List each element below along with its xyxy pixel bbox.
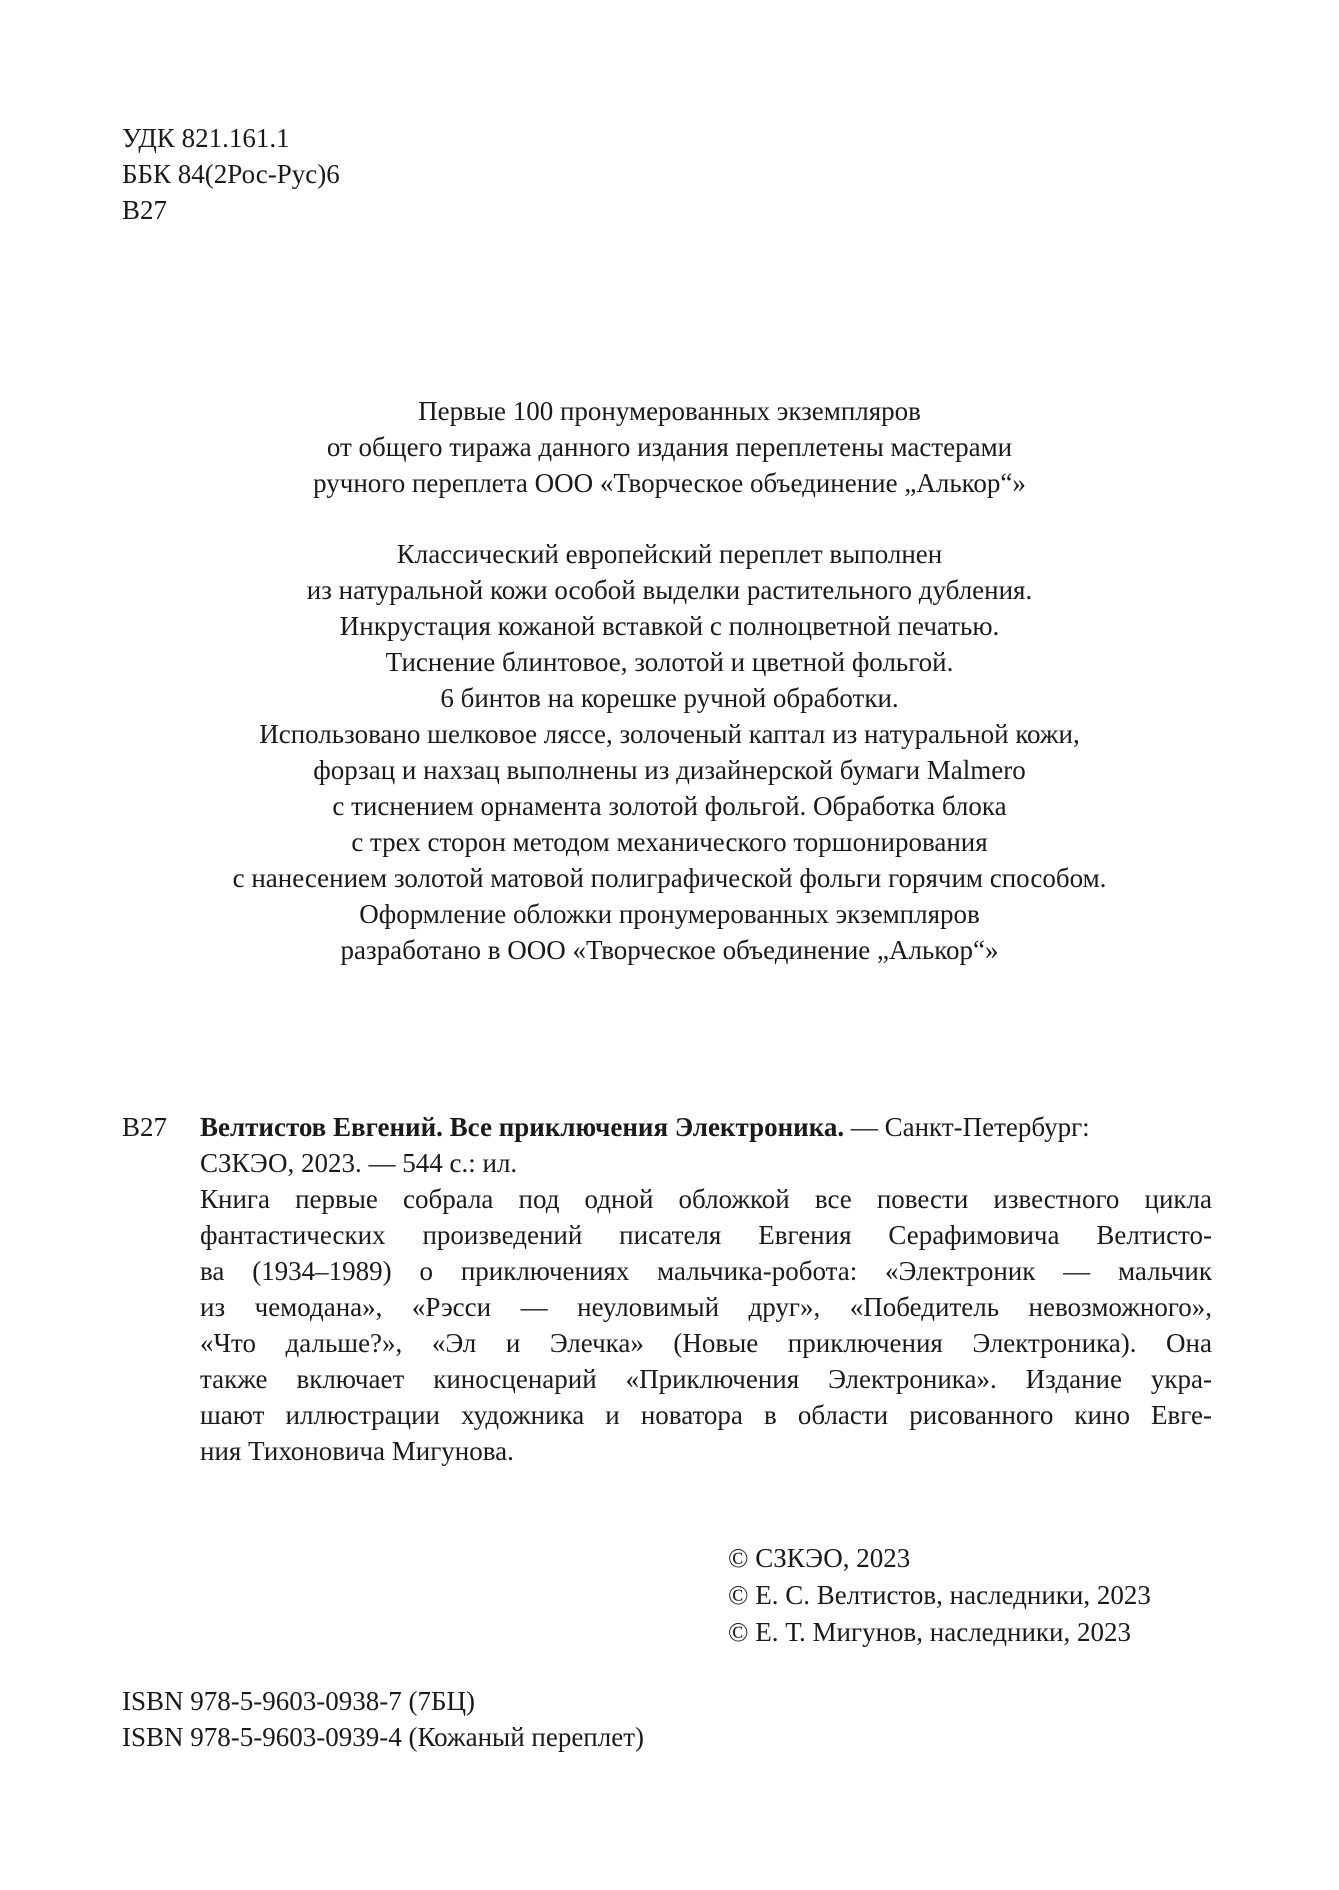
binding-line: с тиснением орнамента золотой фольгой. Обработка блока — [332, 791, 1007, 821]
copyright-line: © Е. Т. Мигунов, наследники, 2023 — [728, 1617, 1131, 1647]
isbn-line: ISBN 978-5-9603-0938-7 (7БЦ) — [122, 1686, 475, 1716]
numbered-copies-notice — [130, 393, 1209, 501]
biblio-body — [122, 1145, 1212, 1469]
notice-line: ручного переплета ООО «Творческое объединение „Алькор“» — [313, 468, 1026, 498]
annotation-line: Книга первые собрала под одной обложкой все повести известного цикла — [200, 1184, 1212, 1214]
copyright-notices — [728, 1540, 1151, 1651]
binding-line: Использовано шелковое ляссе, золоченый каптал из натуральной кожи, — [259, 719, 1080, 749]
biblio-heading-line — [122, 1109, 1212, 1145]
biblio-imprint: — Санкт-Петербург: — [844, 1112, 1090, 1142]
isbn-list — [122, 1683, 644, 1755]
biblio-imprint-line: СЗКЭО, 2023. — 544 с.: ил. — [200, 1148, 518, 1178]
binding-line: форзац и нахзац выполнены из дизайнерской бумаги Malmero — [313, 755, 1026, 785]
binding-line: Классический европейский переплет выполнен — [396, 539, 943, 569]
binding-line: из натуральной кожи особой выделки растительного дубления. — [306, 575, 1033, 605]
annotation-line: шают иллюстрации художника и новатора в области рисованного кино Евге- — [200, 1400, 1212, 1430]
copyright-line: © СЗКЭО, 2023 — [728, 1543, 911, 1573]
annotation-line: фантастических произведений писателя Евгения Серафимовича Велтисто- — [200, 1220, 1212, 1250]
notice-line: Первые 100 пронумерованных экземпляров — [418, 396, 921, 426]
annotation-line: ния Тихоновича Мигунова. — [200, 1436, 514, 1466]
isbn-line: ISBN 978-5-9603-0939-4 (Кожаный переплет) — [122, 1722, 645, 1752]
biblio-code: В27 — [122, 1112, 168, 1142]
udk-code: УДК 821.161.1 — [122, 123, 290, 153]
notice-line: от общего тиража данного издания переплетены мастерами — [326, 432, 1013, 462]
binding-line: с нанесением золотой матовой полиграфической фольги горячим способом. — [232, 863, 1107, 893]
annotation-line: из чемодана», «Рэсси — неуловимый друг», «Победитель невозможного», — [200, 1292, 1212, 1322]
binding-line: разработано в ООО «Творческое объединение „Алькор“» — [340, 935, 999, 965]
binding-description — [130, 536, 1209, 968]
binding-line: Инкрустация кожаной вставкой с полноцветной печатью. — [339, 611, 1000, 641]
copyright-line: © Е. С. Велтистов, наследники, 2023 — [728, 1580, 1151, 1610]
binding-line: Оформление обложки пронумерованных экземпляров — [359, 899, 980, 929]
biblio-author-title: Велтистов Евгений. Все приключения Электроника. — [200, 1112, 845, 1142]
classification-codes — [122, 120, 340, 228]
author-mark: В27 — [122, 195, 168, 225]
bbk-code: ББК 84(2Рос-Рус)6 — [122, 159, 340, 189]
binding-line: Тиснение блинтовое, золотой и цветной фольгой. — [385, 647, 954, 677]
bibliographic-record — [122, 1109, 1212, 1469]
annotation-line: ва (1934–1989) о приключениях мальчика-робота: «Электроник — мальчик — [200, 1256, 1212, 1286]
annotation-line: также включает киносценарий «Приключения Электроника». Издание укра- — [200, 1364, 1212, 1394]
annotation-line: «Что дальше?», «Эл и Элечка» (Новые приключения Электроника). Она — [200, 1328, 1212, 1358]
binding-line: с трех сторон методом механического торшонирования — [351, 827, 988, 857]
binding-line: 6 бинтов на корешке ручной обработки. — [440, 683, 899, 713]
